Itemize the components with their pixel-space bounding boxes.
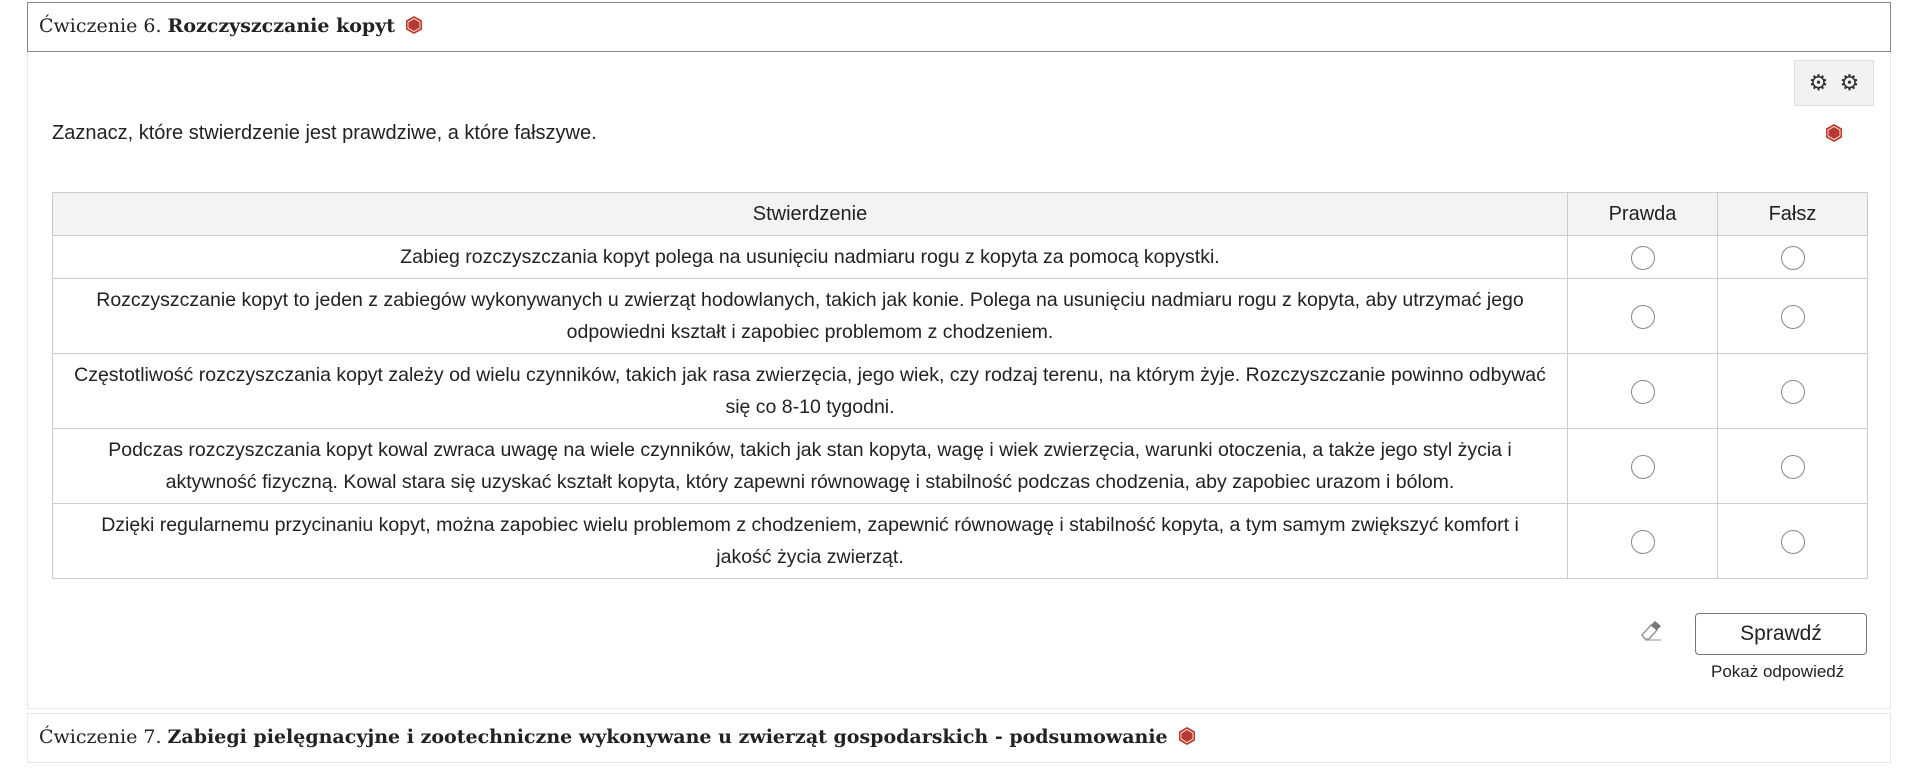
table-row bbox=[53, 279, 1868, 354]
hexagon-badge-icon bbox=[1825, 123, 1843, 143]
true-cell bbox=[1568, 236, 1718, 279]
true-cell bbox=[1568, 504, 1718, 579]
exercise-number: Ćwiczenie 6. bbox=[39, 15, 162, 37]
gear-icon[interactable]: ⚙ bbox=[1808, 70, 1829, 95]
exercise-6-panel bbox=[27, 52, 1891, 709]
table-row bbox=[53, 236, 1868, 279]
exercise-title: Rozczyszczanie kopyt bbox=[167, 15, 396, 37]
true-radio[interactable] bbox=[1631, 530, 1655, 554]
false-radio[interactable] bbox=[1781, 305, 1805, 329]
exercise-6-header bbox=[27, 2, 1891, 52]
column-header-true: Prawda bbox=[1568, 193, 1718, 236]
table-row bbox=[53, 429, 1868, 504]
false-cell bbox=[1718, 429, 1868, 504]
column-header-statement: Stwierdzenie bbox=[53, 193, 1568, 236]
exercise-7-header[interactable] bbox=[27, 713, 1891, 763]
gear-icon[interactable]: ⚙ bbox=[1839, 70, 1860, 95]
false-cell bbox=[1718, 354, 1868, 429]
true-radio[interactable] bbox=[1631, 305, 1655, 329]
statement-text: Podczas rozczyszczania kopyt kowal zwraca uwagę na wiele czynników, takich jak stan kopyta, wagę i wiek zwierzęcia, warunki otoczenia, a także jego styl życia i aktywność fizyczną. Kowal stara się uzyskać kształt kopyta, który zapewni równowagę i stabilność podczas chodzenia, aby zapobiec urazom i bólom. bbox=[53, 429, 1568, 504]
false-radio[interactable] bbox=[1781, 455, 1805, 479]
false-radio[interactable] bbox=[1781, 380, 1805, 404]
eraser-icon[interactable] bbox=[1639, 620, 1665, 642]
true-cell bbox=[1568, 279, 1718, 354]
hexagon-badge-icon bbox=[405, 15, 423, 35]
table-row bbox=[53, 504, 1868, 579]
false-cell bbox=[1718, 279, 1868, 354]
table-row bbox=[53, 354, 1868, 429]
statement-text: Częstotliwość rozczyszczania kopyt zależy od wielu czynników, takich jak rasa zwierzęcia, jego wiek, czy rodzaj terenu, na którym żyje. Rozczyszczanie powinno odbywać się co 8-10 tygodni. bbox=[53, 354, 1568, 429]
false-cell bbox=[1718, 504, 1868, 579]
true-radio[interactable] bbox=[1631, 380, 1655, 404]
statement-text: Zabieg rozczyszczania kopyt polega na usunięciu nadmiaru rogu z kopyta za pomocą kopystki. bbox=[53, 236, 1568, 279]
true-radio[interactable] bbox=[1631, 246, 1655, 270]
false-radio[interactable] bbox=[1781, 530, 1805, 554]
settings-toolbar bbox=[1794, 60, 1874, 106]
check-button[interactable]: Sprawdź bbox=[1695, 613, 1867, 655]
instruction-text: Zaznacz, które stwierdzenie jest prawdziwe, a które fałszywe. bbox=[52, 122, 597, 144]
show-answer-link[interactable]: Pokaż odpowiedź bbox=[1711, 662, 1845, 681]
false-radio[interactable] bbox=[1781, 246, 1805, 270]
statement-text: Rozczyszczanie kopyt to jeden z zabiegów wykonywanych u zwierząt hodowlanych, takich jak konie. Polega na usunięciu nadmiaru rogu z kopyta, aby utrzymać jego odpowiedni kształt i zapobiec problemom z chodzeniem. bbox=[53, 279, 1568, 354]
statement-text: Dzięki regularnemu przycinaniu kopyt, można zapobiec wielu problemom z chodzeniem, zapewnić równowagę i stabilność kopyta, a tym samym zwiększyć komfort i jakość życia zwierząt. bbox=[53, 504, 1568, 579]
true-cell bbox=[1568, 354, 1718, 429]
column-header-false: Fałsz bbox=[1718, 193, 1868, 236]
hexagon-badge-icon bbox=[1178, 726, 1196, 746]
true-false-table bbox=[52, 192, 1868, 579]
false-cell bbox=[1718, 236, 1868, 279]
exercise-number: Ćwiczenie 7. bbox=[39, 726, 162, 748]
exercise-title: Zabiegi pielęgnacyjne i zootechniczne wykonywane u zwierząt gospodarskich - podsumowanie bbox=[167, 726, 1168, 748]
true-radio[interactable] bbox=[1631, 455, 1655, 479]
true-cell bbox=[1568, 429, 1718, 504]
